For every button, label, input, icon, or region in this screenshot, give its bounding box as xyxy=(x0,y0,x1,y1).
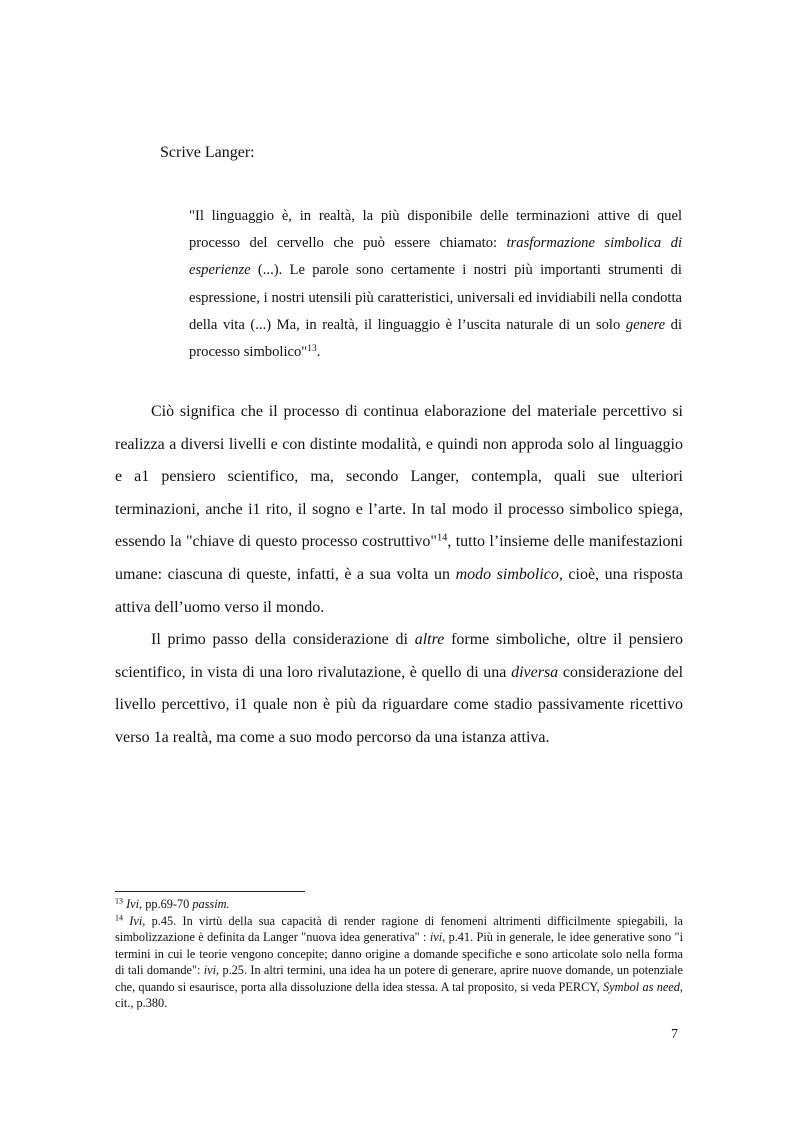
body-italic-modo-simbolico: modo simbolico, xyxy=(455,565,563,583)
body-paragraph-2: Il primo passo della considerazione di altre forme simboliche, oltre il pensiero scientifico, in vista di una loro rivalutazione, è quello di una diversa considerazione del livello percettivo, i1 quale non è più da riguardare come stadio passivamente ricettivo verso 1a realtà, ma come a suo modo percorso da una istanza attiva. xyxy=(115,631,684,746)
body-italic-diversa: diversa xyxy=(511,663,559,681)
body-paragraph-1: Ciò significa che il processo di continua elaborazione del materiale percettivo si realizza a diversi livelli e con distinte modalità, e quindi non approda solo al linguaggio e a1 pensiero scientifico, ma, secondo Langer, contempla, quali sue ulteriori terminazioni, anche i1 rito, il sogno e l’arte. In tal modo il processo simbolico spiega, essendo la "chiave di questo processo costruttivo"$^{14}$, tutto l’insieme delle manifestazioni umane: ciascuna di queste, infatti, è a sua volta un modo simbolico, cioè, una risposta attiva dell’uomo verso il mondo. xyxy=(115,403,684,616)
body-italic-altre: altre xyxy=(414,631,445,649)
quote-italic-1: trasformazione simbolica di esperienze xyxy=(189,235,682,279)
footnote-14: $^{14}$ Ivi, p.45. In virtù della sua capacità di render ragione di fenomeni altrimenti difficilmente spiegabili, la simbolizzazione è definita da Langer "nuova idea generativa" : ivi, p.41. Più in generale, le idee generative sono "i termini in cui le teorie vengono concepite; danno origine a domande specifiche e sono articolate solo nella forma di tali domande": ivi, p.25. In altri termini, una idea ha un potere di generare, aprire nuove domande, un potenziale che, quando si esaurisce, porta alla dissoluzione della idea stessa. A tal proposito, si veda PERCY, Symbol as need, cit., p.380. xyxy=(115,913,683,1010)
footnote-14-number: 14 xyxy=(115,913,123,923)
footnote-separator xyxy=(115,891,305,892)
footnote-13: $^{13}$ Ivi, pp.69-70 passim. xyxy=(115,896,230,911)
footnotes xyxy=(115,896,683,1012)
footnote-ref-14[interactable]: 14 xyxy=(436,532,448,544)
page-number: 7 xyxy=(671,1027,678,1042)
quote-paragraph: "Il linguaggio è, in realtà, la più disponibile delle terminazioni attive di quel processo del cervello che può essere chiamato: trasformazione simbolica di esperienze (...). Le parole sono certamente i nostri più importanti strumenti di espressione, i nostri utensili più caratteristici, universali ed invidiabili nella condotta della vita (...) Ma, in realtà, il linguaggio è l’uscita naturale di un solo genere di processo simbolico"$^{13}$. xyxy=(189,208,683,361)
footnote-ref-13[interactable]: 13 xyxy=(307,343,317,354)
block-quote xyxy=(189,203,682,366)
quote-italic-2: genere xyxy=(625,316,666,333)
body-text xyxy=(115,396,683,755)
intro-line: Scrive Langer: xyxy=(160,144,255,161)
footnote-13-number: 13 xyxy=(115,896,123,906)
